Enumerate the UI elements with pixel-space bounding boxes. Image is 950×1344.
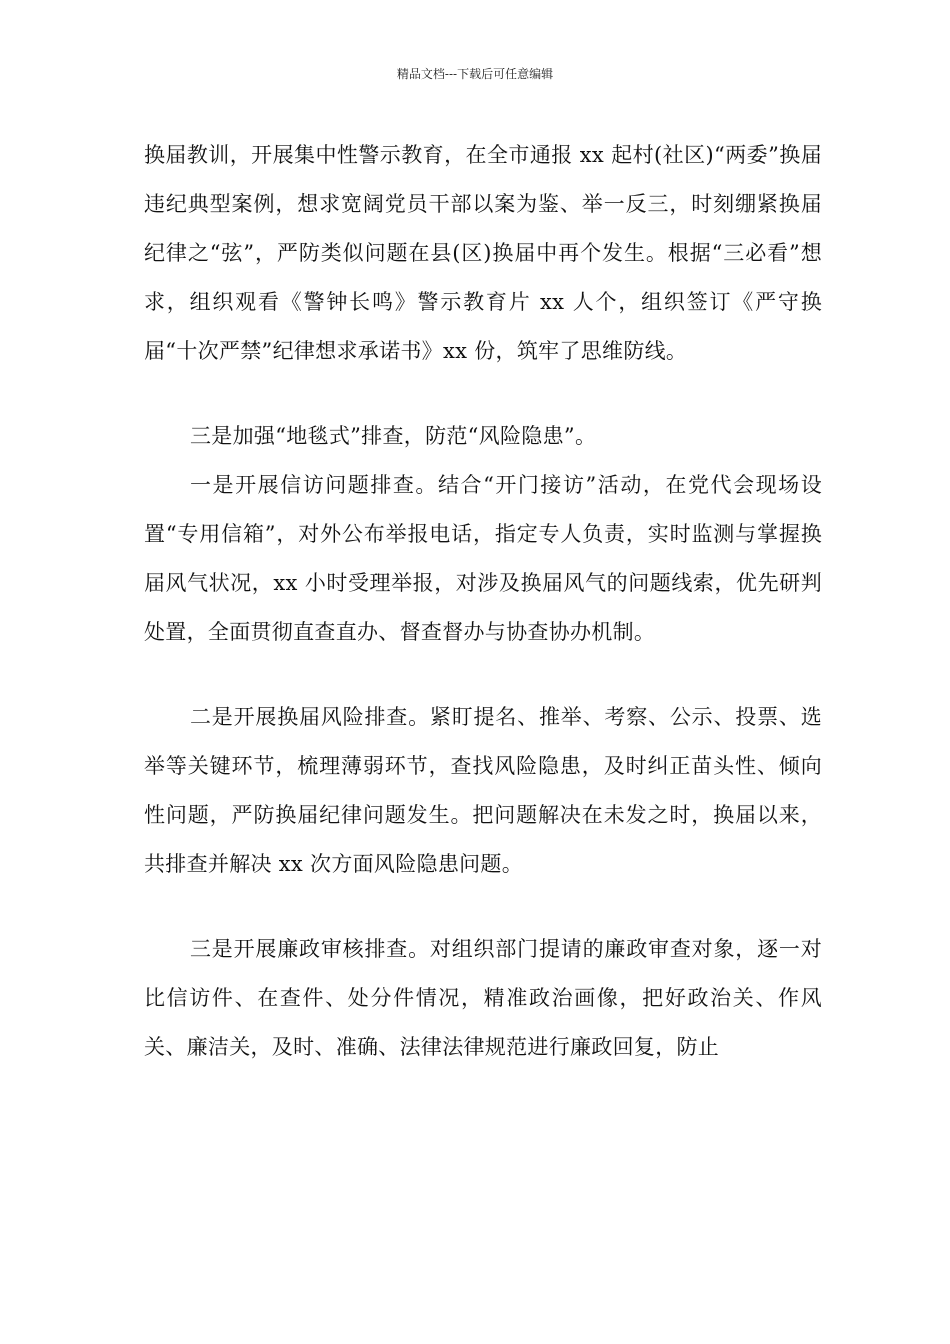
section-heading: 三是加强“地毯式”排查，防范“风险隐患”。 [190, 424, 597, 448]
paragraph-gap [144, 889, 822, 925]
paragraph-risk-check: 二是开展换届风险排查。紧盯提名、推举、考察、公示、投票、选举等关键环节，梳理薄弱环节，查找风险隐患，及时纠正苗头性、倾向性问题，严防换届纪律问题发生。把问题解决在未发之时，换届以来，共排查并解决 xx 次方面风险隐患问题。 [144, 705, 822, 876]
paragraph-integrity-check: 三是开展廉政审核排查。对组织部门提请的廉政审查对象，逐一对比信访件、在查件、处分件情况，精准政治画像，把好政治关、作风关、廉洁关，及时、准确、法律法律规范进行廉政回复，防止 [144, 937, 822, 1059]
page-header: 精品文档---下载后可任意编辑 [396, 67, 554, 81]
document-body [144, 131, 822, 1072]
paragraph-petition-check: 一是开展信访问题排查。结合“开门接访”活动，在党代会现场设置“专用信箱”，对外公布举报电话，指定专人负责，实时监测与掌握换届风气状况，xx 小时受理举报，对涉及换届风气的问题线索，优先研判处置，全面贯彻直查直办、督查督办与协查协办机制。 [144, 473, 822, 644]
paragraph-gap [144, 657, 822, 693]
paragraph-continuation: 换届教训，开展集中性警示教育，在全市通报 xx 起村(社区)“两委”换届违纪典型案例，想求宽阔党员干部以案为鉴、举一反三，时刻绷紧换届纪律之“弦”，严防类似问题在县(区)换届中再个发生。根据“三必看”想求，组织观看《警钟长鸣》警示教育片 xx 人个，组织签订《严守换届“十次严禁”纪律想求承诺书》xx 份，筑牢了思维防线。 [144, 143, 822, 363]
paragraph-gap [144, 376, 822, 412]
